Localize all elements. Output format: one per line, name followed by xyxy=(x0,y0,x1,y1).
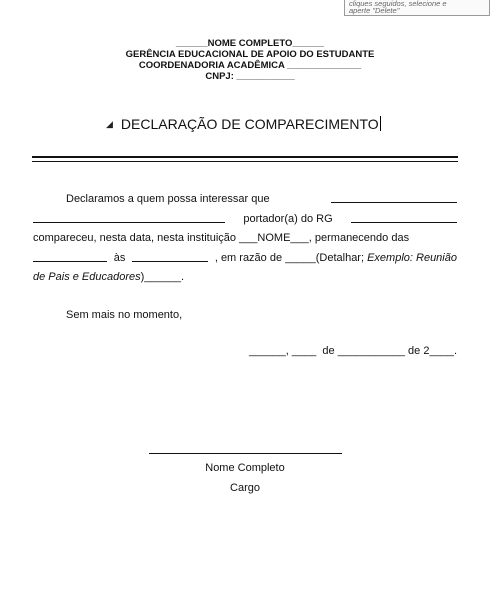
header-org-line: GERÊNCIA EDUCACIONAL DE APOIO DO ESTUDANTE xyxy=(125,49,375,60)
text-segment: , em razão de _____(Detalhar; xyxy=(214,251,368,264)
date-line[interactable]: ______, ____ de ___________ de 2____. xyxy=(249,345,457,357)
signature-role[interactable]: Cargo xyxy=(230,482,260,494)
paragraph-line-3 xyxy=(33,229,457,249)
collapse-triangle-icon[interactable]: ◢ xyxy=(106,118,113,129)
tooltip-line-2: aperte "Delete" xyxy=(349,6,400,15)
title-rule-thin xyxy=(32,161,458,162)
end-time-blank[interactable] xyxy=(132,249,208,262)
declaration-paragraph[interactable] xyxy=(33,190,457,288)
paragraph-line-2 xyxy=(33,210,457,230)
text-segment: às xyxy=(113,251,126,264)
italic-segment: de Pais e Educadores xyxy=(33,271,141,283)
rg-blank[interactable] xyxy=(351,210,457,223)
document-header xyxy=(0,38,500,82)
header-cnpj-line[interactable]: CNPJ: ___________ xyxy=(205,71,295,82)
text-segment: compareceu, nesta data, nesta instituição ___NOME___, permanecendo das xyxy=(33,232,410,244)
header-coord-line[interactable]: COORDENADORIA ACADÊMICA ______________ xyxy=(138,60,362,71)
italic-segment: Exemplo: Reunião xyxy=(367,251,457,264)
title-rule-thick xyxy=(32,156,458,158)
start-time-blank[interactable] xyxy=(33,249,107,262)
name-blank[interactable] xyxy=(331,190,457,203)
signature-name[interactable]: Nome Completo xyxy=(205,462,285,474)
header-name-line[interactable]: ______NOME COMPLETO______ xyxy=(175,38,325,49)
text-segment: )______. xyxy=(140,271,185,283)
text-segment: portador(a) do RG xyxy=(243,212,333,225)
document-title[interactable]: DECLARAÇÃO DE COMPARECIMENTO xyxy=(120,116,379,132)
tooltip-line-1: cliques seguidos, selecione e xyxy=(349,0,447,8)
paragraph-line-4 xyxy=(33,249,457,269)
text-cursor xyxy=(380,116,381,131)
name-blank-cont[interactable] xyxy=(33,210,225,223)
signature-line xyxy=(149,453,342,454)
text-segment: Declaramos a quem possa interessar que xyxy=(66,193,270,205)
closing-text[interactable]: Sem mais no momento, xyxy=(66,309,183,321)
delete-hint-tooltip xyxy=(344,0,490,16)
paragraph-line-5 xyxy=(33,268,457,288)
document-title-block xyxy=(106,116,381,132)
paragraph-line-1 xyxy=(33,190,457,210)
